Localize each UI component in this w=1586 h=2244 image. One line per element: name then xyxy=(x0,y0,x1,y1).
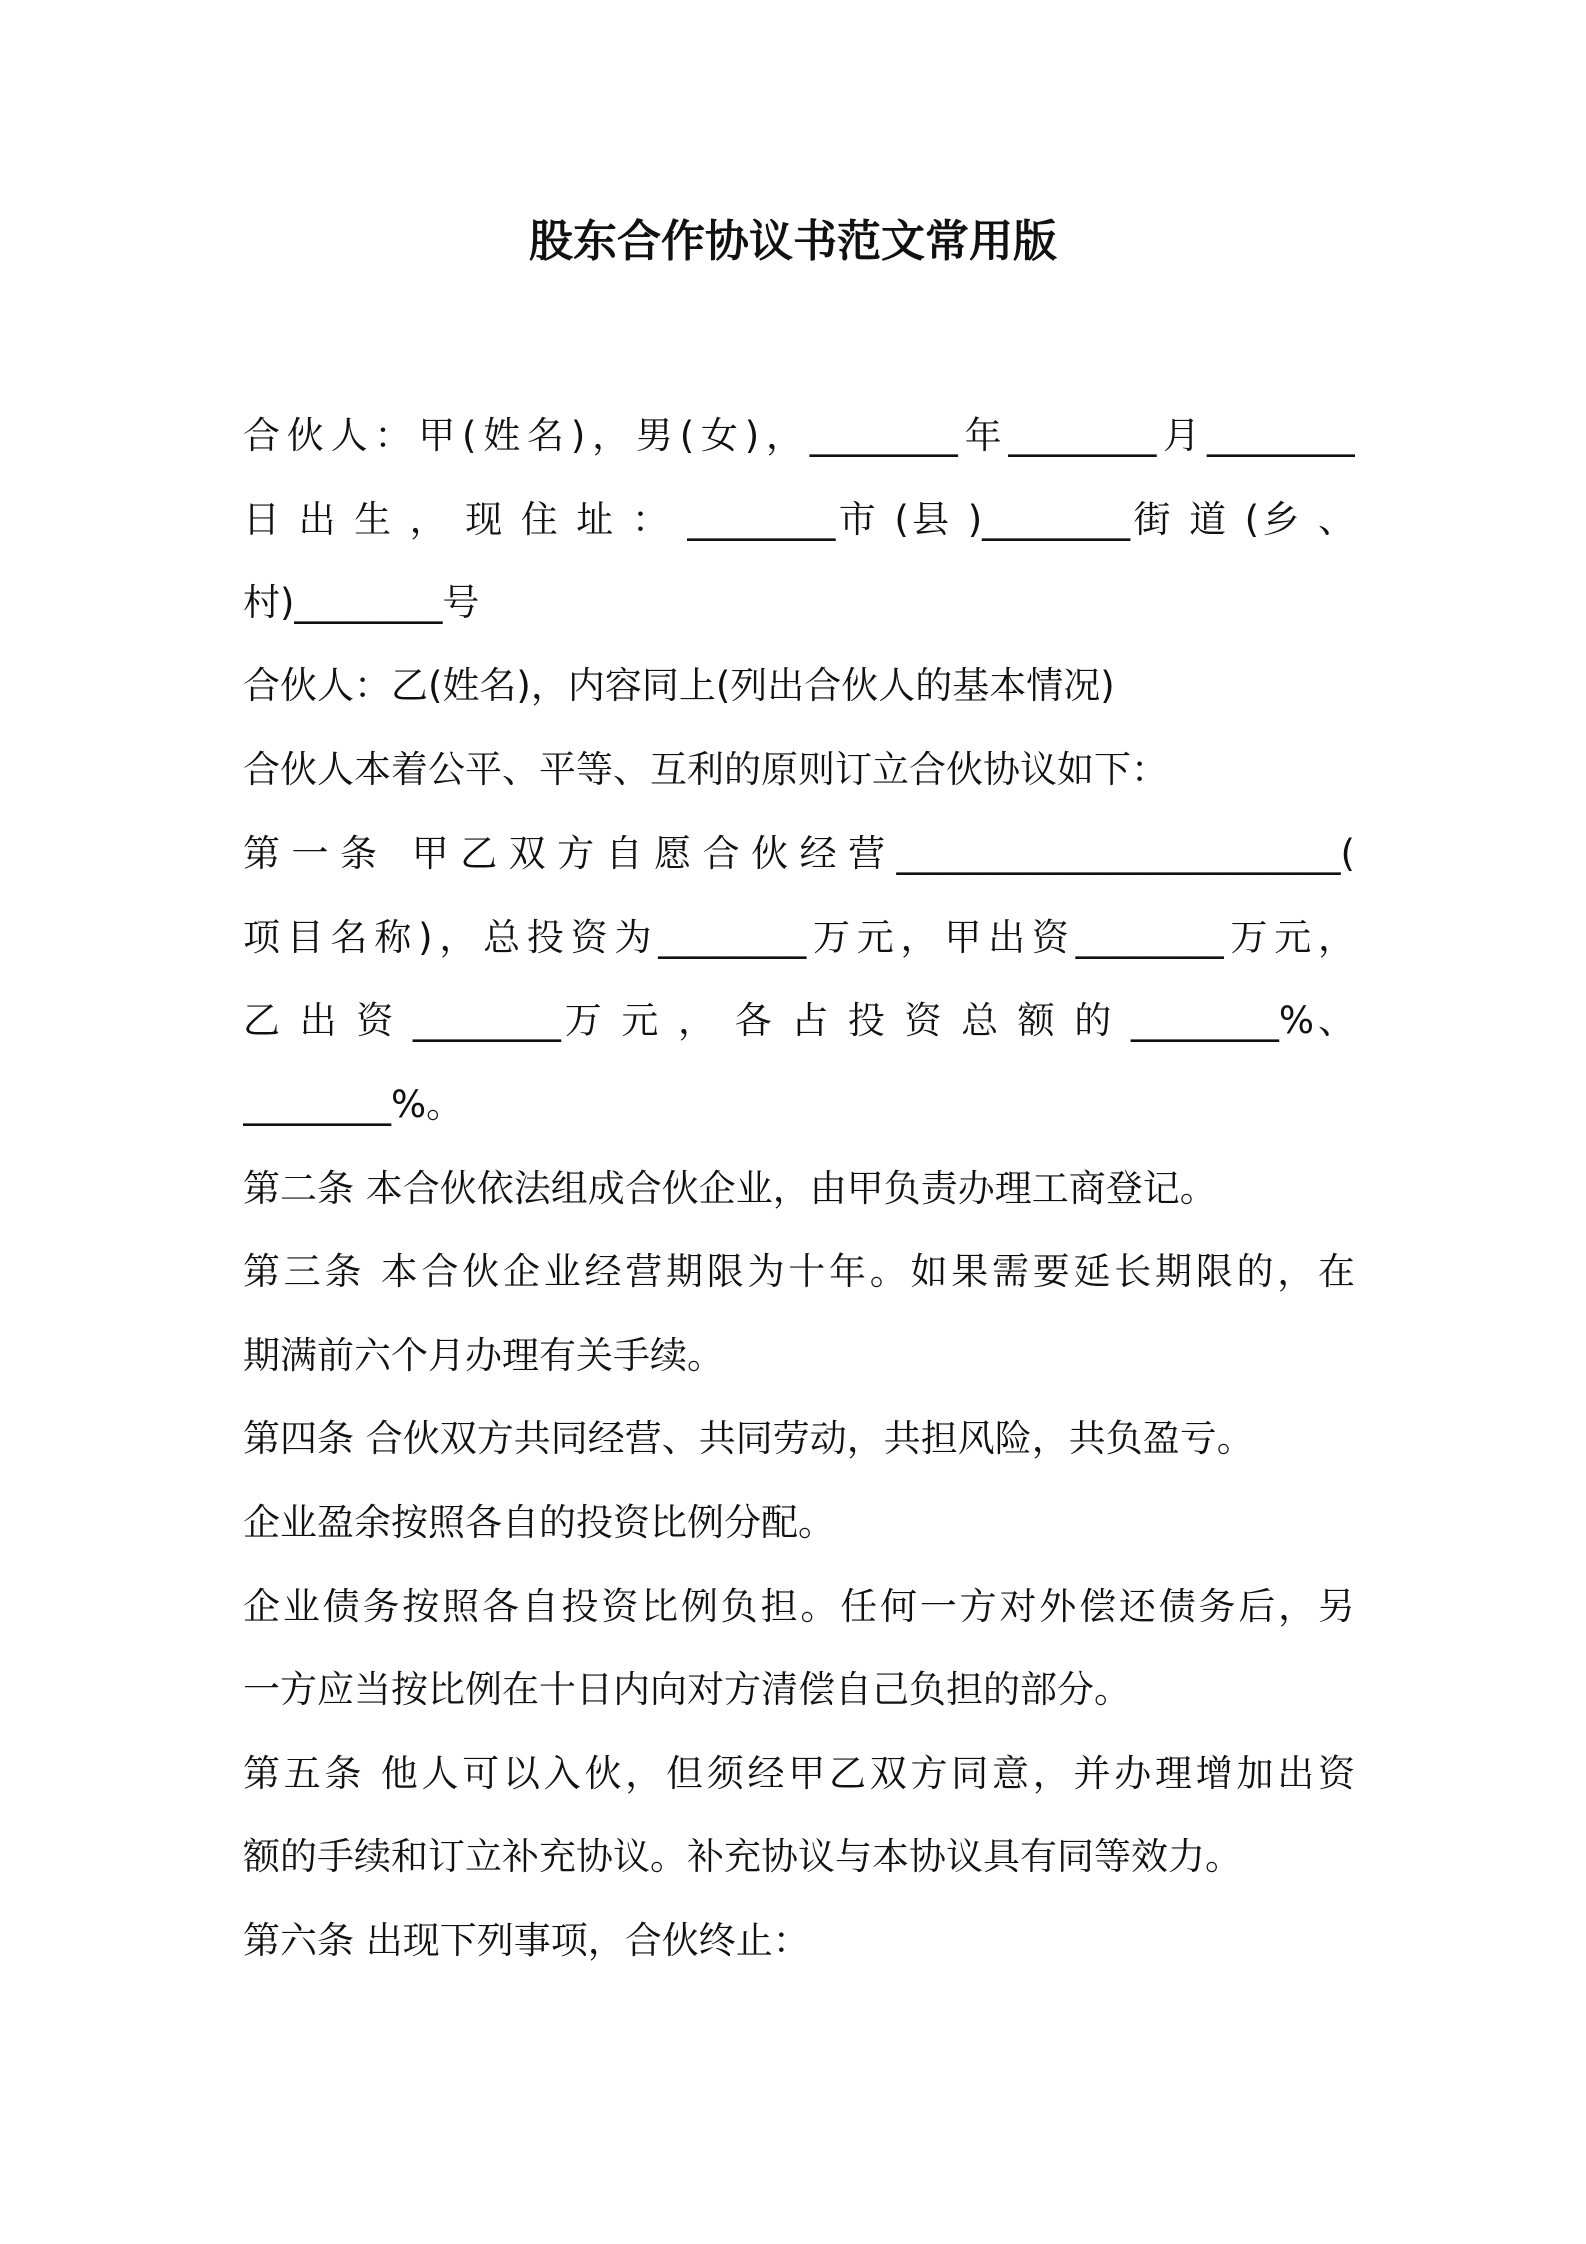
text-line: 合伙人本着公平、平等、互利的原则订立合伙协议如下： xyxy=(243,748,1168,791)
text-line: 合伙人：乙(姓名)，内容同上(列出合伙人的基本情况) xyxy=(243,664,1115,707)
text-line: 第四条 合伙双方共同经营、共同劳动，共担风险，共负盈亏。 xyxy=(243,1417,1254,1460)
text-line: 额的手续和订立补充协议。补充协议与本协议具有同等效力。 xyxy=(243,1835,1242,1878)
text-line: 乙 出 资 ________万 元 ， 各 占 投 资 总 额 的 ________%、 xyxy=(243,999,1355,1042)
text-line: 期满前六个月办理有关手续。 xyxy=(243,1334,724,1377)
text-line: ________%。 xyxy=(243,1083,464,1126)
text-line: 企业债务按照各自投资比例负担。任何一方对外偿还债务后，另 xyxy=(243,1585,1355,1628)
text-line: 第一条 甲乙双方自愿合伙经营________________________( xyxy=(243,832,1355,875)
text-line: 企业盈余按照各自的投资比例分配。 xyxy=(243,1501,835,1544)
text-line: 第三条 本合伙企业经营期限为十年。如果需要延长期限的，在 xyxy=(243,1250,1355,1293)
text-line: 日 出 生 ， 现 住 址 ： ________市 (县 )________街 道 (乡 、 xyxy=(243,498,1355,541)
text-line: 第五条 他人可以入伙，但须经甲乙双方同意，并办理增加出资 xyxy=(243,1752,1355,1795)
text-line: 项目名称)，总投资为________万元，甲出资________万元， xyxy=(243,916,1355,959)
text-line: 一方应当按比例在十日内向对方清偿自己负担的部分。 xyxy=(243,1668,1131,1711)
text-line: 第二条 本合伙依法组成合伙企业，由甲负责办理工商登记。 xyxy=(243,1167,1217,1210)
text-line: 合伙人：甲(姓名)，男(女)，________年________月________ xyxy=(243,414,1355,457)
text-line: 第六条 出现下列事项，合伙终止： xyxy=(243,1919,810,1962)
document-title: 股东合作协议书范文常用版 xyxy=(529,216,1057,267)
text-line: 村)________号 xyxy=(243,581,480,624)
